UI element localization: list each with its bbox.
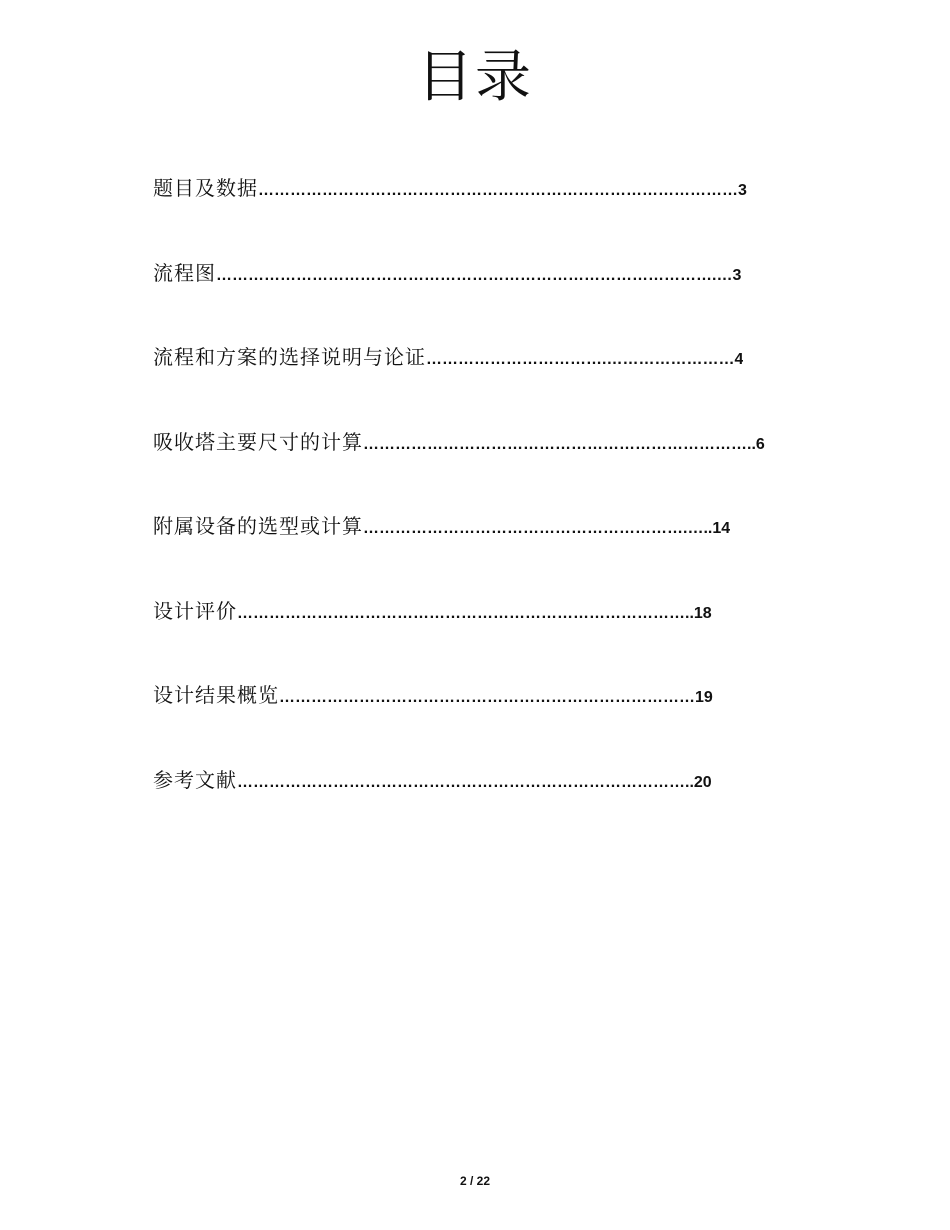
page-number: 2 / 22 bbox=[459, 1174, 491, 1188]
toc-entry[interactable] bbox=[153, 173, 747, 203]
toc-entry[interactable] bbox=[153, 511, 730, 541]
toc-entry[interactable] bbox=[153, 258, 741, 288]
toc-entry-leader-page: ………………………………………………………………………………3 bbox=[258, 182, 747, 199]
toc-entry-leader-page: …………………………….……………………4 bbox=[426, 351, 744, 368]
toc-entry-label: 附属设备的选型或计算 bbox=[153, 514, 363, 538]
page-title: 目录 bbox=[417, 45, 533, 110]
toc-entry-label: 流程图 bbox=[153, 261, 216, 285]
toc-entry-leader-page: …………………………………………………….…..14 bbox=[363, 520, 731, 537]
toc-entry-leader-page: ………………………………………………………………………………….…3 bbox=[216, 267, 742, 284]
toc-entry-leader-page: …………………………………………………………………………..20 bbox=[237, 774, 712, 791]
toc-entry-label: 设计结果概览 bbox=[153, 683, 279, 707]
toc-entry-leader-page: …………………………………………………………………………..18 bbox=[237, 605, 712, 622]
toc-entry-label: 参考文献 bbox=[153, 768, 237, 792]
toc-entry[interactable] bbox=[153, 342, 743, 372]
toc-entry[interactable] bbox=[153, 765, 712, 795]
toc-entry[interactable] bbox=[153, 427, 765, 457]
toc-entry-label: 吸收塔主要尺寸的计算 bbox=[153, 430, 363, 454]
toc-entry-leader-page: ………………………………………………………………..6 bbox=[363, 436, 765, 453]
toc-entry-label: 流程和方案的选择说明与论证 bbox=[153, 345, 426, 369]
toc-entry-leader-page: ……………………………………………………………………19 bbox=[279, 689, 713, 706]
toc-entry-label: 题目及数据 bbox=[153, 176, 258, 200]
toc-entry[interactable] bbox=[153, 680, 713, 710]
toc-entry[interactable] bbox=[153, 596, 712, 626]
toc-entry-label: 设计评价 bbox=[153, 599, 237, 623]
